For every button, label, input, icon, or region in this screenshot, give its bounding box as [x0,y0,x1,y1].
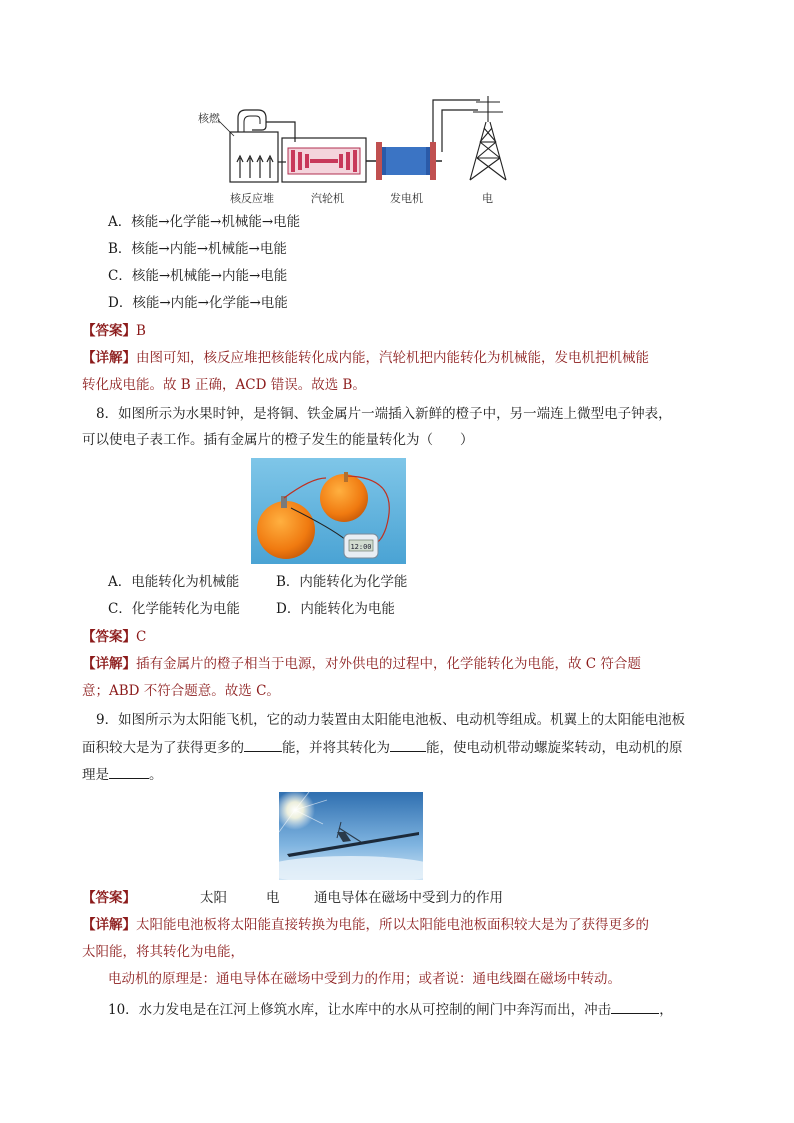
q10-stem-line-1 [108,999,673,1020]
answer-tag: 【答案】 [82,629,136,645]
answer-tag: 【答案】 [82,323,136,339]
q8-option-b: B．内能转化为化学能 [276,574,408,590]
q8-stem-line-1: 8．如图所示为水果时钟，是将铜、铁金属片一端插入新鲜的橙子中，另一端连上微型电子钟表， [96,406,672,422]
q9-stem-line-3 [82,764,163,785]
q8-answer-value: C [136,629,147,645]
generator-label: 发电机 [390,192,423,205]
q9-answer-2: 电 [266,890,280,906]
q8-answer [82,627,146,647]
fuel-label: 核燃 [198,112,220,125]
nuclear-power-diagram [190,92,520,210]
reactor-label: 核反应堆 [230,192,274,205]
q8-option-d: D．内能转化为电能 [276,601,395,617]
q8-option-c: C．化学能转化为电能 [108,601,240,617]
answer-tag: 【答案】 [82,890,136,906]
q7-detail-line-2: 转化成电能。故 B 正确，ACD 错误。故选 B。 [82,377,366,393]
fruit-clock-drawing [251,458,406,564]
q7-detail-line-1 [82,348,649,368]
q9-detail-line-1 [82,915,649,935]
q9-answer-3: 通电导体在磁场中受到力的作用 [314,890,503,906]
electricity-label: 电 [482,192,493,205]
q9-stem-text: 面积较大是为了获得更多的 [82,740,244,756]
q9-stem-line-2 [82,737,683,758]
q8-stem-line-2: 可以使电子表工作。插有金属片的橙子发生的能量转化为（ ） [82,432,474,448]
q9-answer [82,888,503,908]
q10-stem-text: 10．水力发电是在江河上修筑水库，让水库中的水从可控制的闸门中奔泻而出，冲击 [108,1002,612,1018]
q7-option-a: A．核能→化学能→机械能→电能 [108,214,301,230]
q7-answer-value: B [136,323,146,339]
q9-stem-line-1: 9．如图所示为太阳能飞机，它的动力装置由太阳能电池板、电动机等组成。机翼上的太阳能电池板 [96,712,686,728]
detail-tag: 【详解】 [82,917,136,933]
q9-blank-2 [390,737,426,752]
q8-detail-text: 插有金属片的橙子相当于电源，对外供电的过程中，化学能转化为电能，故 C 符合题 [136,656,641,672]
q7-option-d: D．核能→内能→化学能→电能 [108,295,288,311]
q7-option-c: C．核能→机械能→内能→电能 [108,268,288,284]
q8-detail-line-2: 意；ABD 不符合题意。故选 C。 [82,683,280,699]
q7-answer [82,321,146,341]
q9-stem-text: 能，并将其转化为 [282,740,390,756]
clock-display: 12:00 [350,543,372,551]
solar-plane-drawing [279,792,423,880]
q10-stem-text: ， [659,1002,673,1018]
q8-option-a: A．电能转化为机械能 [108,574,240,590]
q8-detail-line-1 [82,654,641,674]
q9-detail-line-2: 太阳能，将其转化为电能， [82,944,244,960]
q7-detail-text: 由图可知，核反应堆把核能转化成内能，汽轮机把内能转化为机械能，发电机把机械能 [136,350,649,366]
solar-plane-photo [279,792,423,880]
q9-stem-text: 能，使电动机带动螺旋桨转动，电动机的原 [426,740,683,756]
detail-tag: 【详解】 [82,656,136,672]
q9-stem-text: 理是 [82,767,109,783]
q9-detail-text: 太阳能电池板将太阳能直接转换为电能，所以太阳能电池板面积较大是为了获得更多的 [136,917,649,933]
q9-detail-line-3: 电动机的原理是：通电导体在磁场中受到力的作用；或者说：通电线圈在磁场中转动。 [108,971,621,987]
q9-blank-3 [109,764,149,779]
q7-option-b: B．核能→内能→机械能→电能 [108,241,287,257]
q9-stem-text: 。 [149,767,163,783]
q9-answer-1: 太阳 [200,890,227,906]
fruit-clock-photo [251,458,406,564]
detail-tag: 【详解】 [82,350,136,366]
turbine-label: 汽轮机 [311,192,344,205]
q10-blank-1 [611,999,659,1014]
q9-blank-1 [244,737,282,752]
